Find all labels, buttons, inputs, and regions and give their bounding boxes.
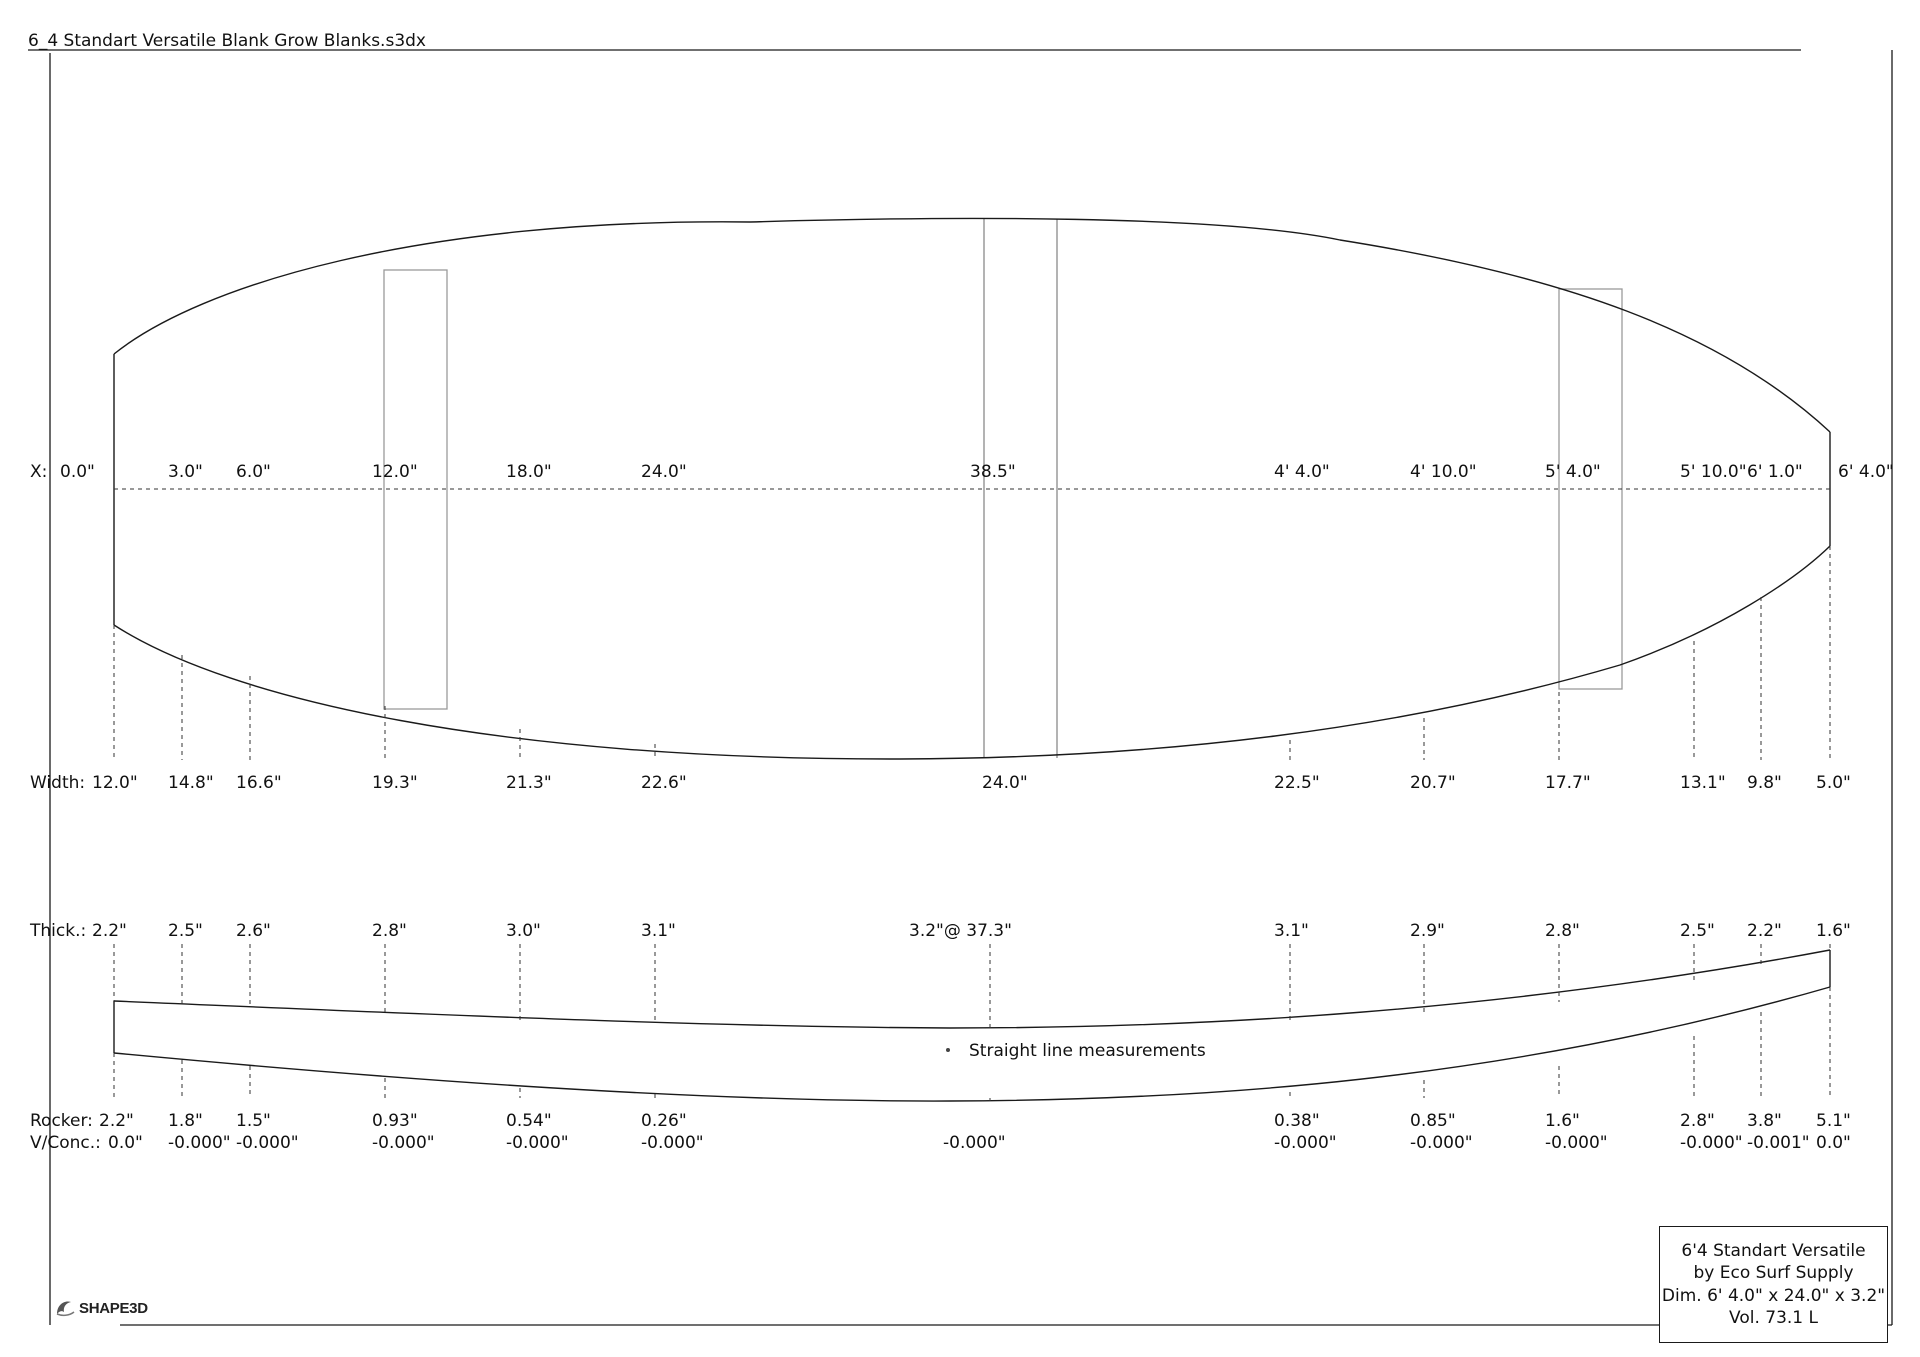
thickness-station-label: 2.9" [1410,921,1445,941]
board-volume: Vol. 73.1 L [1729,1308,1818,1328]
x-station-label: 6.0" [236,462,271,482]
x-station-label: 3.0" [168,462,203,482]
thickness-station-label: 3.1" [641,921,676,941]
width-station-label: 24.0" [982,773,1028,793]
thickness-station-label: 3.1" [1274,921,1309,941]
rocker-station-label: 3.8" [1747,1111,1782,1131]
board-maker: by Eco Surf Supply [1693,1263,1854,1283]
rocker-station-label: 1.8" [168,1111,203,1131]
rocker-station-labels [99,1111,1851,1131]
x-station-label: 6' 1.0" [1747,462,1803,482]
thickness-station-label: 2.8" [1545,921,1580,941]
concave-station-label: 0.0" [1816,1133,1851,1153]
x-station-label: 12.0" [372,462,418,482]
x-station-label: 18.0" [506,462,552,482]
measurement-note: Straight line measurements [969,1041,1206,1061]
board-info-box [1659,1226,1888,1343]
concave-station-label: -0.000" [943,1133,1006,1153]
outline-bottom-rail [114,546,1830,759]
width-station-label: 9.8" [1747,773,1782,793]
rocker-station-label: 2.2" [99,1111,134,1131]
profile-station-lines [114,944,1830,1101]
rocker-station-label: 2.8" [1680,1111,1715,1131]
width-row-label: Width: [30,773,86,793]
x-station-label: 5' 10.0" [1680,462,1747,482]
thickness-station-label: 2.2" [92,921,127,941]
thickness-station-label: 2.5" [1680,921,1715,941]
concave-station-label: -0.000" [168,1133,231,1153]
thickness-station-label: 3.2"@ 37.3" [909,921,1012,941]
width-station-label: 20.7" [1410,773,1456,793]
width-station-label: 17.7" [1545,773,1591,793]
x-station-label: 4' 10.0" [1410,462,1477,482]
width-station-label: 22.5" [1274,773,1320,793]
board-dimensions: Dim. 6' 4.0" x 24.0" x 3.2" [1661,1285,1886,1306]
x-station-label: 24.0" [641,462,687,482]
board-name: 6'4 Standart Versatile [1681,1240,1866,1261]
thickness-station-label: 2.2" [1747,921,1782,941]
x-station-label: 0.0" [60,462,95,482]
x-station-label: 6' 4.0" [1838,462,1894,482]
width-station-label: 13.1" [1680,773,1726,793]
concave-station-label: -0.000" [641,1133,704,1153]
file-title: 6_4 Standart Versatile Blank Grow Blanks.s3dx [28,31,426,51]
rocker-station-label: 5.1" [1816,1111,1851,1131]
shape3d-wave-icon [54,1297,76,1319]
width-station-labels [92,773,1851,793]
concave-station-label: -0.000" [372,1133,435,1153]
concave-station-label: -0.000" [1545,1133,1608,1153]
profile-view [29,921,1851,1153]
width-station-label: 21.3" [506,773,552,793]
rocker-station-label: 1.5" [236,1111,271,1131]
shape3d-logo [54,1296,148,1320]
x-station-label: 38.5" [970,462,1016,482]
thickness-row-label: Thick.: [30,921,87,941]
width-station-lines [114,546,1830,760]
x-station-label: 5' 4.0" [1545,462,1601,482]
thickness-station-label: 3.0" [506,921,541,941]
width-station-label: 5.0" [1816,773,1851,793]
concave-row-label: V/Conc.: [30,1133,101,1153]
x-row-label: X: [30,462,48,482]
rocker-station-label: 0.54" [506,1111,552,1131]
rocker-station-label: 0.85" [1410,1111,1456,1131]
concave-station-label: -0.000" [506,1133,569,1153]
outline-view [30,218,1894,793]
thickness-station-label: 2.5" [168,921,203,941]
rocker-station-label: 0.38" [1274,1111,1320,1131]
logo-text: SHAPE3D [79,1299,148,1317]
x-station-labels [60,462,1894,482]
concave-station-label: 0.0" [108,1133,143,1153]
concave-station-label: -0.000" [236,1133,299,1153]
x-station-label: 4' 4.0" [1274,462,1330,482]
width-station-label: 14.8" [168,773,214,793]
concave-station-labels [108,1133,1851,1153]
concave-station-label: -0.000" [1410,1133,1473,1153]
measurement-note-dot [946,1048,950,1052]
outline-top-rail [114,218,1830,432]
rocker-station-label: 0.26" [641,1111,687,1131]
concave-station-label: -0.001" [1747,1133,1810,1153]
rocker-station-label: 1.6" [1545,1111,1580,1131]
concave-station-label: -0.000" [1680,1133,1743,1153]
width-station-label: 19.3" [372,773,418,793]
thickness-station-labels [92,921,1851,941]
concave-station-label: -0.000" [1274,1133,1337,1153]
width-station-label: 22.6" [641,773,687,793]
thickness-station-label: 2.6" [236,921,271,941]
rocker-station-label: 0.93" [372,1111,418,1131]
profile-deck-line [114,950,1830,1028]
thickness-station-label: 2.8" [372,921,407,941]
rocker-row-label: Rocker: [30,1111,93,1131]
width-station-label: 12.0" [92,773,138,793]
thickness-station-label: 1.6" [1816,921,1851,941]
width-station-label: 16.6" [236,773,282,793]
